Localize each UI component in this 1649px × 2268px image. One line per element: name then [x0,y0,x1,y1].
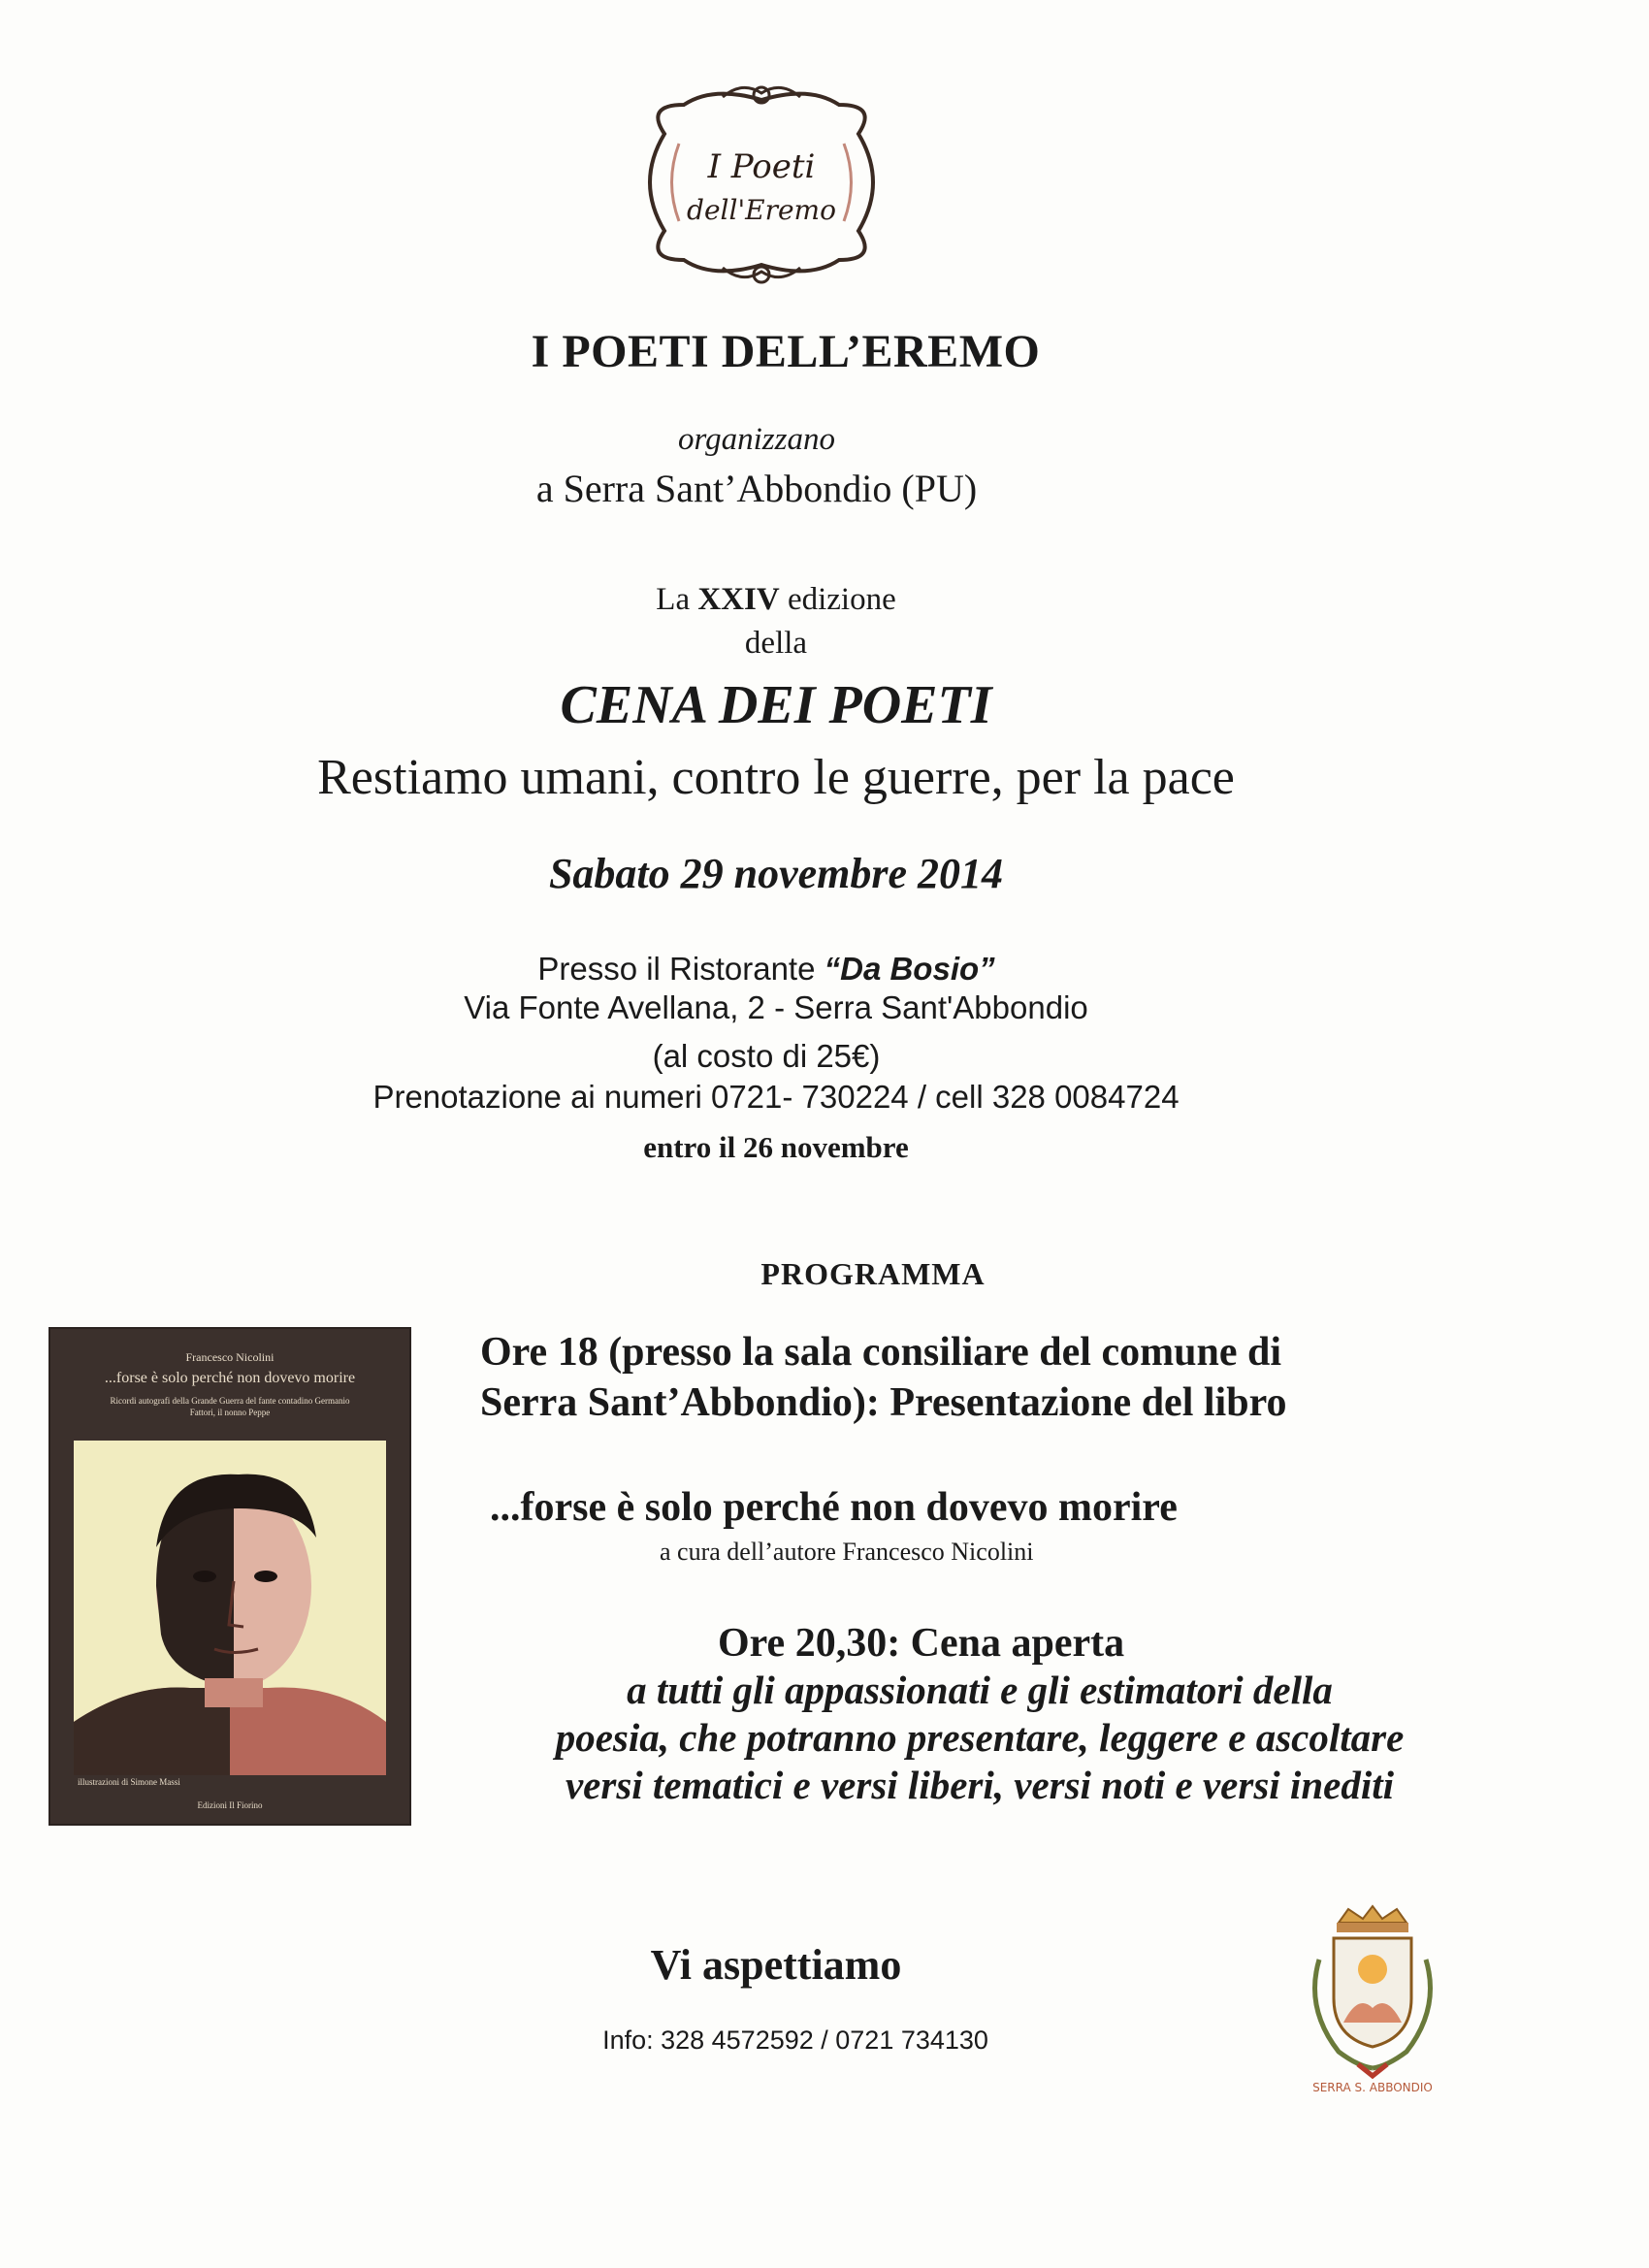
edition-suffix: edizione [787,582,896,617]
venue-address: Via Fonte Avellana, 2 - Serra Sant'Abbondio [464,989,1088,1025]
dinner-desc-line: versi tematici e versi liberi, versi noti e versi inediti [565,1763,1394,1807]
event-date: Sabato 29 novembre 2014 [548,850,1004,897]
logo-text-line2: dell'Eremo [687,194,836,226]
logo-text-line1: I Poeti [707,147,816,186]
book-cover-illustrator: illustrazioni di Simone Massi [78,1777,180,1787]
venue-prefix: Presso il Ristorante [537,951,816,987]
edition-line [563,582,989,618]
organizer-location: a Serra Sant’Abbondio (PU) [535,467,978,510]
venue-name: “Da Bosio” [824,951,995,987]
event-title: CENA DEI POETI [560,675,992,735]
poeti-eremo-logo-icon [626,76,897,289]
dinner-desc-line: a tutti gli appassionati e gli estimatori della [627,1668,1333,1712]
booking-deadline: entro il 26 novembre [643,1130,909,1164]
edition-number: XXIV [697,582,780,617]
crest-label: SERRA S. ABBONDIO [1312,2081,1433,2094]
portrait-illustration-icon [74,1441,386,1775]
organizer-name: I POETI DELL’EREMO [531,326,1041,377]
coat-of-arms-icon [1280,1901,1465,2095]
venue-cost: (al costo di 25€) [652,1038,881,1074]
dinner-desc-line: poesia, che potranno presentare, leggere e ascoltare [555,1715,1405,1760]
program-item1-line1: Ore 18 (presso la sala consiliare del comune di [480,1330,1281,1375]
info-contacts: Info: 328 4572592 / 0721 734130 [602,2025,988,2055]
program-item1-line2: Serra Sant’Abbondio): Presentazione del libro [480,1380,1287,1425]
closing-text: Vi aspettiamo [650,1941,902,1989]
booking-numbers: Prenotazione ai numeri 0721- 730224 / cell 328 0084724 [372,1079,1180,1115]
program-dinner-description [427,1667,1533,1809]
della-text: della [744,626,808,661]
program-book-curator: a cura dell’autore Francesco Nicolini [660,1538,1034,1566]
book-cover-author: Francesco Nicolini [185,1350,275,1364]
book-cover-publisher: Edizioni Il Fiorino [197,1800,263,1810]
edition-prefix: La [656,582,691,617]
program-dinner-time: Ore 20,30: Cena aperta [718,1621,1125,1666]
organizer-verb: organizzano [678,422,835,457]
book-cover-title: ...forse è solo perché non dovevo morire [104,1370,356,1386]
programma-heading: PROGRAMMA [760,1256,986,1291]
event-theme: Restiamo umani, contro le guerre, per la pace [317,750,1235,805]
program-book-title: ...forse è solo perché non dovevo morire [490,1485,1178,1530]
book-cover-subtitle: Ricordi autografi della Grande Guerra del fante contadino Germanio Fattori, il nonno Peppe [110,1396,350,1417]
book-cover-image [50,1329,409,1824]
venue-line [407,951,1125,988]
